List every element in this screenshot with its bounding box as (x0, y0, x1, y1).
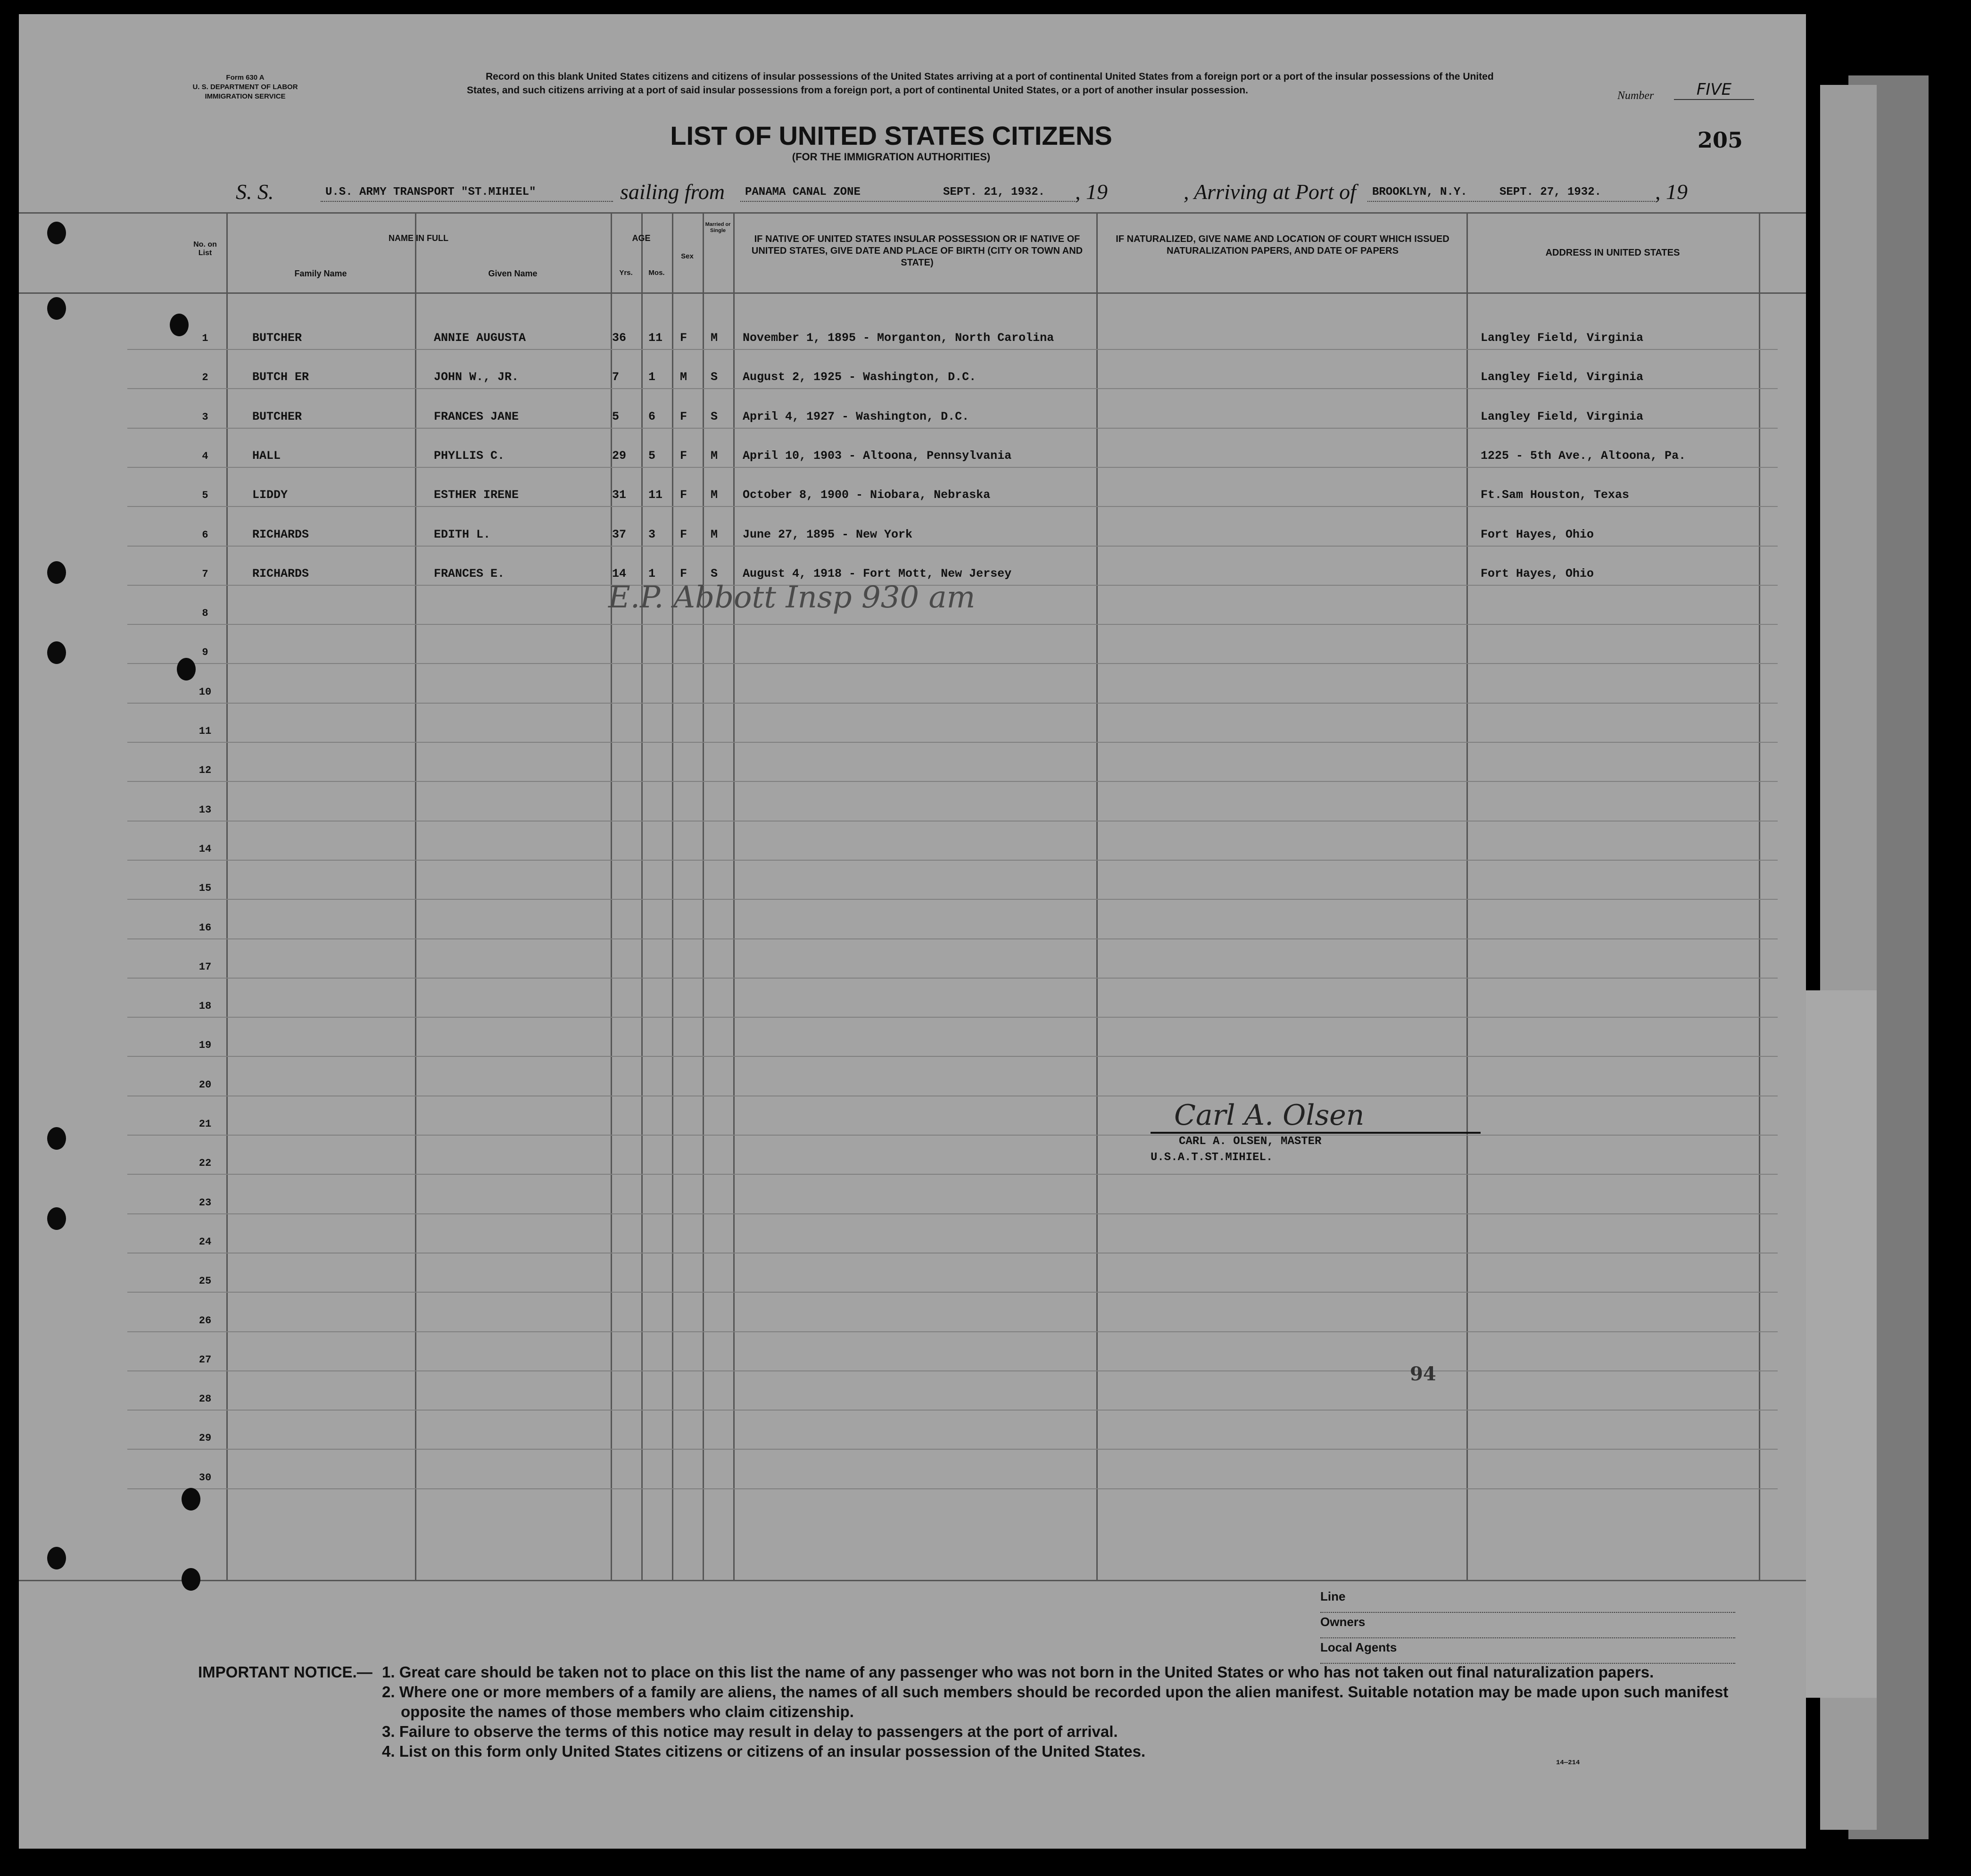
ss-label: S. S. (236, 180, 274, 204)
age-years-cell: 7 (612, 370, 620, 384)
given-name-cell: PHYLLIS C. (434, 448, 505, 463)
address-cell: Langley Field, Virginia (1481, 409, 1644, 423)
line-number: 23 (199, 1196, 212, 1209)
from-date: SEPT. 21, 1932. (943, 186, 1045, 199)
ruled-line (127, 506, 1778, 507)
ruled-line (127, 1017, 1778, 1018)
header-name-in-full: NAME IN FULL (389, 233, 448, 243)
page-number: 205 (1698, 127, 1743, 153)
sex-cell: F (680, 566, 687, 581)
line-number: 13 (199, 804, 212, 816)
given-name-cell: ESTHER IRENE (434, 488, 519, 502)
ruled-line (127, 781, 1778, 782)
line-number: 27 (199, 1353, 212, 1366)
line-number: 7 (202, 568, 208, 580)
from-port: PANAMA CANAL ZONE (745, 186, 861, 199)
local-agents-field: Local Agents (1320, 1640, 1735, 1664)
punch-mark (182, 1488, 200, 1511)
ruled-line (127, 1056, 1778, 1057)
year-label-1: , 19 (1075, 180, 1108, 204)
ruled-line (127, 663, 1778, 664)
from-underline (740, 201, 1075, 202)
vessel-name: U.S.A.T.ST.MIHIEL. (1151, 1151, 1273, 1164)
ruled-line (127, 1488, 1778, 1489)
binder-hole (47, 561, 66, 584)
family-name-cell: BUTCH ER (252, 370, 309, 384)
marital-status-cell: S (711, 370, 718, 384)
col-divider (1096, 212, 1098, 1580)
master-name: CARL A. OLSEN, MASTER (1179, 1135, 1322, 1148)
department: U. S. DEPARTMENT OF LABOR (192, 83, 298, 91)
table-bottom-rule (19, 1580, 1806, 1581)
line-number: 5 (202, 490, 208, 502)
inspector-note: E.P. Abbott Insp 930 am (608, 580, 976, 615)
ruled-line (127, 624, 1778, 625)
page-title: LIST OF UNITED STATES CITIZENS (670, 121, 1112, 150)
ruled-line (127, 428, 1778, 429)
punch-mark (177, 658, 196, 681)
form-number: Form 630 A (226, 74, 265, 82)
line-number: 29 (199, 1432, 212, 1444)
form-id-block (156, 73, 335, 101)
line-number: 9 (202, 647, 208, 659)
line-number: 24 (199, 1236, 212, 1248)
punch-mark (170, 314, 189, 336)
address-cell: 1225 - 5th Ave., Altoona, Pa. (1481, 448, 1686, 463)
owners-field: Owners (1320, 1615, 1735, 1638)
binder-hole (47, 297, 66, 320)
line-number: 17 (199, 961, 212, 973)
address-cell: Fort Hayes, Ohio (1481, 566, 1594, 581)
line-field: Line (1320, 1589, 1735, 1613)
line-number: 28 (199, 1393, 212, 1405)
manifest-page (19, 14, 1806, 1849)
line-number: 15 (199, 882, 212, 895)
notice-heading: IMPORTANT NOTICE.— (198, 1663, 373, 1681)
birth-cell: October 8, 1900 - Niobara, Nebraska (743, 488, 991, 502)
page-subtitle: (FOR THE IMMIGRATION AUTHORITIES) (792, 151, 991, 163)
ruled-line (127, 1174, 1778, 1175)
age-months-cell: 3 (648, 527, 656, 541)
family-name-cell: LIDDY (252, 488, 288, 502)
given-name-cell: FRANCES E. (434, 566, 505, 581)
family-name-cell: RICHARDS (252, 527, 309, 541)
binder-hole (47, 641, 66, 664)
given-name-cell: FRANCES JANE (434, 409, 519, 423)
ruled-line (127, 703, 1778, 704)
age-months-cell: 11 (648, 331, 663, 345)
family-name-cell: BUTCHER (252, 409, 302, 423)
birth-cell: April 10, 1903 - Altoona, Pennsylvania (743, 448, 1012, 463)
line-number: 6 (202, 529, 208, 541)
line-number: 16 (199, 921, 212, 934)
folio-mark: 94 (1410, 1363, 1436, 1385)
ruled-line (127, 742, 1778, 743)
age-months-cell: 1 (648, 370, 656, 384)
header-bottom-rule (19, 292, 1806, 294)
line-number: 30 (199, 1471, 212, 1484)
line-number: 8 (202, 607, 208, 620)
ruled-line (127, 938, 1778, 939)
line-number: 1 (202, 332, 208, 344)
header-sex: Sex (681, 252, 694, 260)
binder-hole (47, 1207, 66, 1230)
ruled-line (127, 978, 1778, 979)
to-port: BROOKLYN, N.Y. (1372, 186, 1467, 199)
address-cell: Langley Field, Virginia (1481, 370, 1644, 384)
marital-status-cell: S (711, 409, 718, 423)
binder-hole (47, 222, 66, 244)
ruled-line (127, 1135, 1778, 1136)
birth-cell: June 27, 1895 - New York (743, 527, 913, 541)
age-years-cell: 31 (612, 488, 627, 502)
line-number: 4 (202, 450, 208, 462)
birth-cell: August 2, 1925 - Washington, D.C. (743, 370, 977, 384)
punch-mark (182, 1568, 200, 1591)
voyage-line (236, 179, 1768, 208)
arriving-label: , Arriving at Port of (1184, 180, 1356, 204)
age-years-cell: 14 (612, 566, 627, 581)
header-age: AGE (632, 233, 651, 243)
col-divider (415, 212, 416, 1580)
marital-status-cell: M (711, 331, 718, 345)
header-given-name: Given Name (488, 269, 538, 278)
ruled-line (127, 1213, 1778, 1214)
family-name-cell: RICHARDS (252, 566, 309, 581)
line-number: 19 (199, 1039, 212, 1052)
to-date: SEPT. 27, 1932. (1499, 186, 1602, 199)
line-number: 12 (199, 764, 212, 777)
form-header (19, 14, 1806, 203)
header-no-on-list: No. on List (193, 241, 217, 257)
line-number: 20 (199, 1079, 212, 1091)
sailing-label: sailing from (620, 180, 725, 204)
line-number: 2 (202, 372, 208, 384)
header-family-name: Family Name (294, 269, 347, 278)
header-birth: IF NATIVE OF UNITED STATES INSULAR POSSESSION OR IF NATIVE OF UNITED STATES, GIVE DATE AND PLACE OF BIRTH (CITY OR TOWN AND STATE) (751, 234, 1083, 268)
print-code: 14—214 (1556, 1759, 1580, 1767)
given-name-cell: EDITH L. (434, 527, 491, 541)
ruled-line (127, 1331, 1778, 1332)
marital-status-cell: M (711, 527, 718, 541)
ruled-line (127, 388, 1778, 389)
line-number: 3 (202, 411, 208, 423)
sex-cell: M (680, 370, 687, 384)
sex-cell: F (680, 488, 687, 502)
age-months-cell: 11 (648, 488, 663, 502)
header-yrs: Yrs. (619, 269, 633, 277)
notice-item: 4. List on this form only United States citizens or citizens of an insular possession of the United States. (382, 1743, 1146, 1760)
signature-block (1151, 1099, 1481, 1166)
ship-name: U.S. ARMY TRANSPORT "ST.MIHIEL" (325, 186, 536, 199)
ruled-line (127, 467, 1778, 468)
ruled-line (127, 821, 1778, 822)
sex-cell: F (680, 409, 687, 423)
col-divider (703, 212, 704, 1580)
binder-hole (47, 1127, 66, 1150)
ruled-line (127, 1410, 1778, 1411)
address-cell: Ft.Sam Houston, Texas (1481, 488, 1630, 502)
notice-item: 1. Great care should be taken not to place on this list the name of any passenger who was not born in the United States or who has not taken out final naturalization papers. (382, 1663, 1654, 1681)
birth-cell: April 4, 1927 - Washington, D.C. (743, 409, 969, 423)
col-divider (1759, 212, 1760, 1580)
line-number: 10 (199, 686, 212, 698)
table-top-rule (19, 212, 1806, 214)
intro-text: Record on this blank United States citizens and citizens of insular possessions of the United States arriving at a port of continental United States from a foreign port or a port of the insular possessions of the United States, and such citizens arriving at a port of said insular possessions from a foreign port, a port of continental United States, or a port of another insular possession. (467, 71, 1494, 96)
given-name-cell: ANNIE AUGUSTA (434, 331, 526, 345)
header-address: ADDRESS IN UNITED STATES (1545, 248, 1680, 258)
age-months-cell: 1 (648, 566, 656, 581)
header-mos: Mos. (648, 269, 665, 277)
marital-status-cell: S (711, 566, 718, 581)
address-cell: Langley Field, Virginia (1481, 331, 1644, 345)
ruled-line (127, 1370, 1778, 1371)
number-label: Number (1617, 90, 1654, 102)
line-number: 22 (199, 1157, 212, 1170)
family-name-cell: HALL (252, 448, 281, 463)
header-naturalized: IF NATURALIZED, GIVE NAME AND LOCATION OF COURT WHICH ISSUED NATURALIZATION PAPERS, AND DATE OF PAPERS (1116, 234, 1449, 256)
index-tab (1806, 990, 1877, 1698)
ruled-line (127, 546, 1778, 547)
marital-status-cell: M (711, 448, 718, 463)
to-underline (1367, 201, 1655, 202)
ruled-line (127, 349, 1778, 350)
given-name-cell: JOHN W., JR. (434, 370, 519, 384)
ruled-line (127, 1292, 1778, 1293)
sex-cell: F (680, 448, 687, 463)
sex-cell: F (680, 331, 687, 345)
ruled-line (127, 1449, 1778, 1450)
col-divider (226, 212, 228, 1580)
col-divider (672, 212, 673, 1580)
age-years-cell: 36 (612, 331, 627, 345)
address-cell: Fort Hayes, Ohio (1481, 527, 1594, 541)
age-years-cell: 37 (612, 527, 627, 541)
manifest-table (19, 212, 1806, 1585)
service: IMMIGRATION SERVICE (205, 92, 286, 100)
col-divider (1466, 212, 1468, 1580)
age-months-cell: 5 (648, 448, 656, 463)
age-months-cell: 6 (648, 409, 656, 423)
col-divider (641, 212, 643, 1580)
binder-hole (47, 1547, 66, 1569)
header-married-single: Married or Single (705, 222, 731, 233)
birth-cell: November 1, 1895 - Morganton, North Carolina (743, 331, 1054, 345)
line-number: 26 (199, 1314, 212, 1327)
master-signature: Carl A. Olsen (1151, 1099, 1481, 1134)
year-label-2: , 19 (1655, 180, 1688, 204)
family-name-cell: BUTCHER (252, 331, 302, 345)
col-divider (733, 212, 735, 1580)
marital-status-cell: M (711, 488, 718, 502)
birth-cell: August 4, 1918 - Fort Mott, New Jersey (743, 566, 1012, 581)
agents-block (1320, 1589, 1735, 1666)
notice-item: 3. Failure to observe the terms of this notice may result in delay to passengers at the port of arrival. (382, 1723, 1118, 1740)
line-number: 21 (199, 1118, 212, 1130)
ship-underline (321, 201, 613, 202)
notice-item: 2. Where one or more members of a family are aliens, the names of all such members should be recorded upon the alien manifest. Suitable notation may be made upon such manifest opposite the names of those members who claim citizenship. (382, 1683, 1729, 1720)
age-years-cell: 29 (612, 448, 627, 463)
ruled-line (127, 860, 1778, 861)
sex-cell: F (680, 527, 687, 541)
line-number: 25 (199, 1275, 212, 1287)
line-number: 11 (199, 725, 212, 737)
line-number: 14 (199, 843, 212, 855)
age-years-cell: 5 (612, 409, 620, 423)
line-number: 18 (199, 1000, 212, 1013)
list-number: FIVE (1674, 80, 1754, 100)
ruled-line (127, 899, 1778, 900)
